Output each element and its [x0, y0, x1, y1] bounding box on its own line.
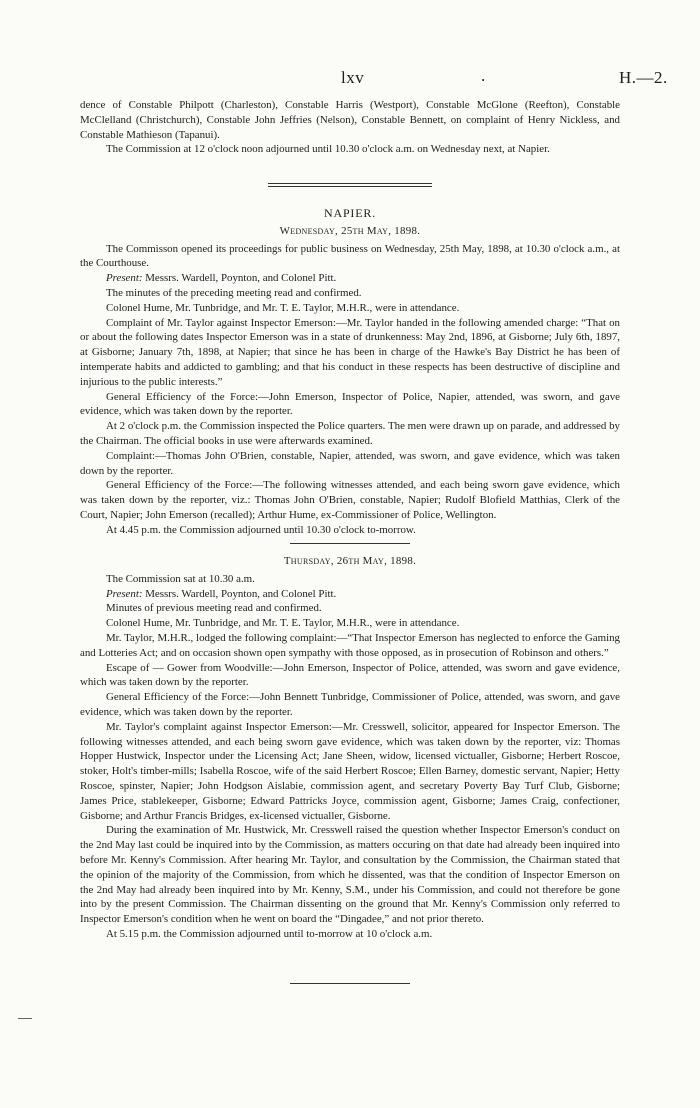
paragraph: Minutes of previous meeting read and confirmed.: [106, 602, 322, 615]
present-label: Present:: [106, 272, 143, 285]
margin-mark: [18, 1018, 32, 1019]
intro-paragraph: dence of Constable Philpott (Charleston), Constable Harris (Westport), Constable McGlone (Reefton), Constable McClelland (Christchurch), Constable John Jeffries (Nelson), Constable Bennett, on complaint of Henry Nickless, and Constable Mathieson (Tapanui).: [80, 99, 620, 141]
paragraph: The minutes of the preceding meeting read and confirmed.: [106, 286, 362, 299]
section-divider: [290, 983, 410, 984]
paragraph: General Efficiency of the Force:—The following witnesses attended, and each being sworn gave evidence, which was taken down by the reporter, viz.: Thomas John O'Brien, constable, Napier; Rudolf Blofield Matthias, Clerk of the Court, Napier; John Emerson (recalled); Arthur Hume, ex-Commissioner of Police, Wellington.: [80, 479, 620, 521]
present-members: Messrs. Wardell, Poynton, and Colonel Pitt.: [145, 272, 337, 285]
header-dot: .: [481, 66, 486, 85]
paragraph: Mr. Taylor, M.H.R., lodged the following complaint:—“That Inspector Emerson has neglected to enforce the Gaming and Lotteries Act; and on occasion shown open sympathy with those opposed, as in prosecution of Robinson and others.”: [80, 631, 620, 659]
napier-section: [80, 206, 620, 538]
section-title: NAPIER.: [324, 206, 376, 220]
paragraph: Mr. Taylor's complaint against Inspector Emerson:—Mr. Cresswell, solicitor, appeared for Inspector Emerson. The following witnesses attended, and each being sworn gave evidence, which was taken down by the reporter, viz: Thomas Hopper Hustwick, Inspector under the Licensing Act; Jane Sheen, widow, licensed victualler, Gisborne; Herbert Roscoe, stoker, Holt's timber-mills; Isabella Roscoe, wife of the said Herbert Roscoe; Ellen Barney, domestic servant, Napier; Hetty Roscoe, spinster, Napier; John Hodgson Aislabie, commission agent, and secretary Poverty Bay Turf Club, Gisborne; James Price, stablekeeper, Gisborne; Edward Pattricks Joyce, commission agent, Gisborne; James Craig, confectioner, Gisborne; and Arthur Francis Bridges, ex-licensed victualler, Gisborne.: [80, 720, 620, 822]
paragraph: The Commission sat at 10.30 a.m.: [106, 572, 255, 585]
document-reference: H.—2.: [619, 68, 668, 87]
section-divider-double-2: [268, 186, 432, 187]
paragraph: General Efficiency of the Force:—John Emerson, Inspector of Police, Napier, attended, was sworn, and gave evidence, which was taken down by the reporter.: [80, 390, 620, 418]
paragraph: The Commisson opened its proceedings for public business on Wednesday, 25th May, 1898, at 10.30 o'clock a.m., at the Courthouse.: [80, 242, 620, 270]
paragraph: During the examination of Mr. Hustwick, Mr. Cresswell raised the question whether Inspector Emerson's conduct on the 2nd May last could be inquired into by the Commission, as matters occuring on that date had already been inquired into before Mr. Kenny's Commission. After hearing Mr. Taylor, and consultation by the Commission, the Chairman stated that the opinion of the majority of the Commission, from which he dissented, was that the condition of Inspector Emerson on the 2nd May had already been inquired into by Mr. Kenny, S.M., under his Commission, and could not therefore be gone into by the present Commission. The Chairman dissenting on the ground that Mr. Kenny's Commission only referred to Inspector Emerson's condition when he went on board the “Dingadee,” and not prior thereto.: [80, 824, 620, 926]
present-line: [80, 271, 620, 286]
paragraph: At 4.45 p.m. the Commission adjourned until 10.30 o'clock to-morrow.: [106, 523, 416, 536]
section-divider: [290, 543, 410, 544]
paragraph: Complaint:—Thomas John O'Brien, constable, Napier, attended, was sworn, and gave evidence, which was taken down by the reporter.: [80, 449, 620, 477]
present-label: Present:: [106, 587, 143, 600]
session-date: Thursday, 26th May, 1898.: [283, 555, 417, 567]
present-line: [80, 587, 620, 602]
paragraph: Colonel Hume, Mr. Tunbridge, and Mr. T. E. Taylor, M.H.R., were in attendance.: [106, 301, 460, 314]
paragraph: General Efficiency of the Force:—John Bennett Tunbridge, Commissioner of Police, attended, was sworn, and gave evidence, which was taken down by the reporter.: [80, 691, 620, 718]
session-date: Wednesday, 25th May, 1898.: [279, 224, 421, 237]
section-divider-double: [268, 183, 432, 184]
page-number: lxv: [341, 68, 365, 87]
intro-section: [80, 98, 620, 157]
thursday-section: [80, 554, 620, 942]
present-members: Messrs. Wardell, Poynton, and Colonel Pitt.: [145, 587, 337, 600]
paragraph: Colonel Hume, Mr. Tunbridge, and Mr. T. E. Taylor, M.H.R., were in attendance.: [106, 617, 460, 630]
intro-adjournment: The Commission at 12 o'clock noon adjourned until 10.30 o'clock a.m. on Wednesday next, at Napier.: [106, 143, 550, 156]
paragraph: Escape of — Gower from Woodville:—John Emerson, Inspector of Police, attended, was sworn and gave evidence, which was taken down by the reporter.: [80, 661, 620, 689]
paragraph: Complaint of Mr. Taylor against Inspector Emerson:—Mr. Taylor handed in the following amended charge: “That on or about the following dates Inspector Emerson was in a state of drunkenness: May 2nd, 1896, at Gisborne; July 6th, 1897, at Gisborne; January 7th, 1898, at Napier; that since he has been in charge of the Hawke's Bay District he has been of intemperate habits and addicted to gambling; and that his conduct in these respects has been destructive of discipline and injurious to the public interests.”: [80, 316, 620, 388]
paragraph: At 5.15 p.m. the Commission adjourned until to-morrow at 10 o'clock a.m.: [106, 927, 433, 940]
paragraph: At 2 o'clock p.m. the Commission inspected the Police quarters. The men were drawn up on parade, and addressed by the Chairman. The official books in use were afterwards examined.: [80, 420, 620, 447]
